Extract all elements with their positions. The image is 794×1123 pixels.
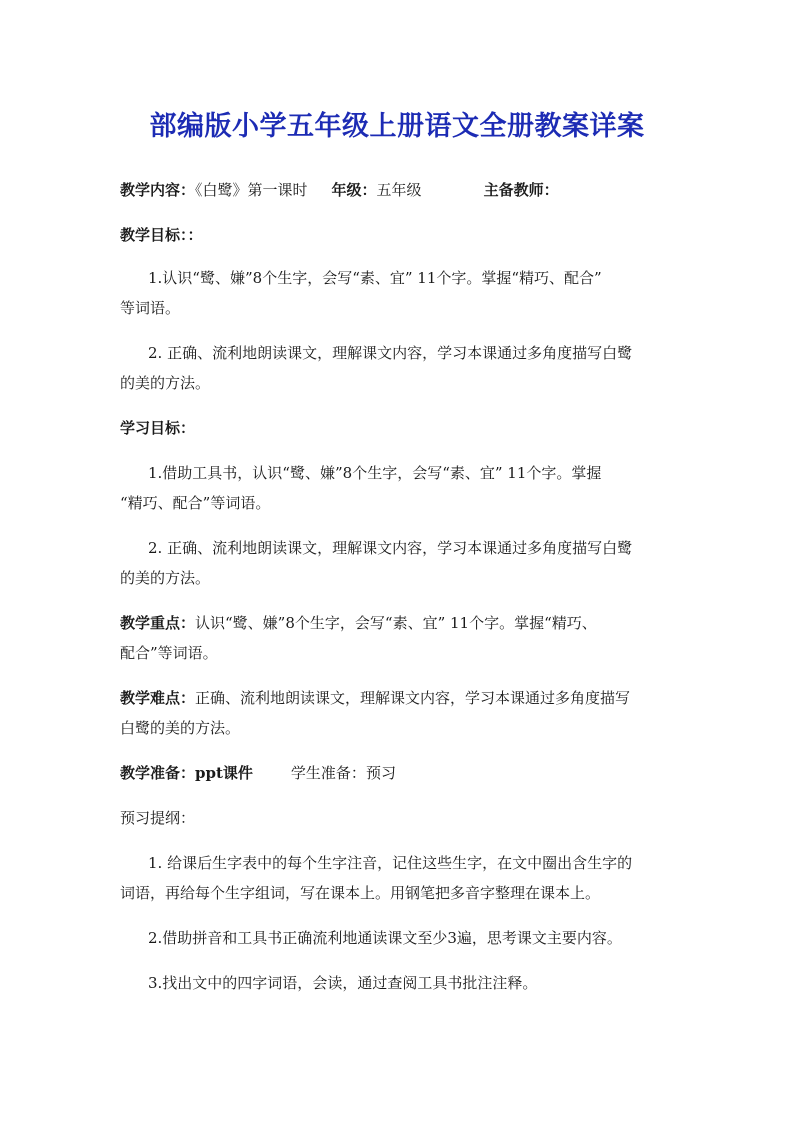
preparation-label: 教学准备： <box>120 764 196 782</box>
key-points-line-2: 配合”等词语。 <box>120 644 218 662</box>
teaching-goal-2-line-1: 2. 正确、流利地朗读课文，理解课文内容，学习本课通过多角度描写白鹭 <box>148 344 633 362</box>
learning-goal-1-line-1: 1.借助工具书，认识“鹭、嫌”8个生字，会写“素、宜” 11个字。掌握 <box>148 464 602 482</box>
preview-item-1-line-2: 词语，再给每个生字组词，写在课本上。用钢笔把多音字整理在课本上。 <box>120 884 601 902</box>
teaching-goal-1-line-1: 1.认识“鹭、嫌”8个生字，会写“素、宜” 11个字。掌握“精巧、配合” <box>148 269 602 287</box>
preview-item-2: 2.借助拼音和工具书正确流利地通读课文至少3遍，思考课文主要内容。 <box>148 929 622 947</box>
grade-value: 五年级 <box>376 181 422 199</box>
lesson-info-line <box>120 180 559 200</box>
document-title: 部编版小学五年级上册语文全册教案详案 <box>149 111 645 142</box>
teaching-goals-heading: 教学目标：： <box>120 226 203 244</box>
teaching-goal-2-line-2: 的美的方法。 <box>120 374 211 392</box>
student-preparation-value: 预习 <box>365 764 396 782</box>
difficulties-text: 正确、流利地朗读课文，理解课文内容，学习本课通过多角度描写 <box>195 689 631 707</box>
difficulties-label: 教学难点： <box>120 689 196 707</box>
learning-goals-heading: 学习目标： <box>120 419 196 437</box>
preparation-line <box>120 763 396 783</box>
preview-item-3: 3.找出文中的四字词语，会读，通过查阅工具书批注注释。 <box>148 974 538 992</box>
content-label: 教学内容： <box>120 181 196 199</box>
key-points-text: 认识“鹭、嫌”8个生字，会写“素、宜” 11个字。掌握“精巧、 <box>195 614 597 632</box>
student-preparation-label: 学生准备： <box>290 764 366 782</box>
preview-item-1-line-1: 1. 给课后生字表中的每个生字注音，记住这些生字，在文中圈出含生字的 <box>148 854 633 872</box>
difficulties-line-2: 白鹭的美的方法。 <box>120 719 241 737</box>
learning-goal-2-line-1: 2. 正确、流利地朗读课文，理解课文内容，学习本课通过多角度描写白鹭 <box>148 539 633 557</box>
content-value: 《白鹭》第一课时 <box>195 181 308 199</box>
difficulties-line-1 <box>120 688 630 708</box>
teaching-goal-1-line-2: 等词语。 <box>120 299 181 317</box>
learning-goal-2-line-2: 的美的方法。 <box>120 569 211 587</box>
learning-goal-1-line-2: “精巧、配合”等词语。 <box>120 494 271 512</box>
teacher-label: 主备教师： <box>483 181 559 199</box>
key-points-line-1 <box>120 613 597 633</box>
grade-label: 年级： <box>331 181 377 199</box>
preview-heading: 预习提纲： <box>120 809 196 827</box>
key-points-label: 教学重点： <box>120 614 196 632</box>
preparation-value: ppt课件 <box>195 764 253 782</box>
